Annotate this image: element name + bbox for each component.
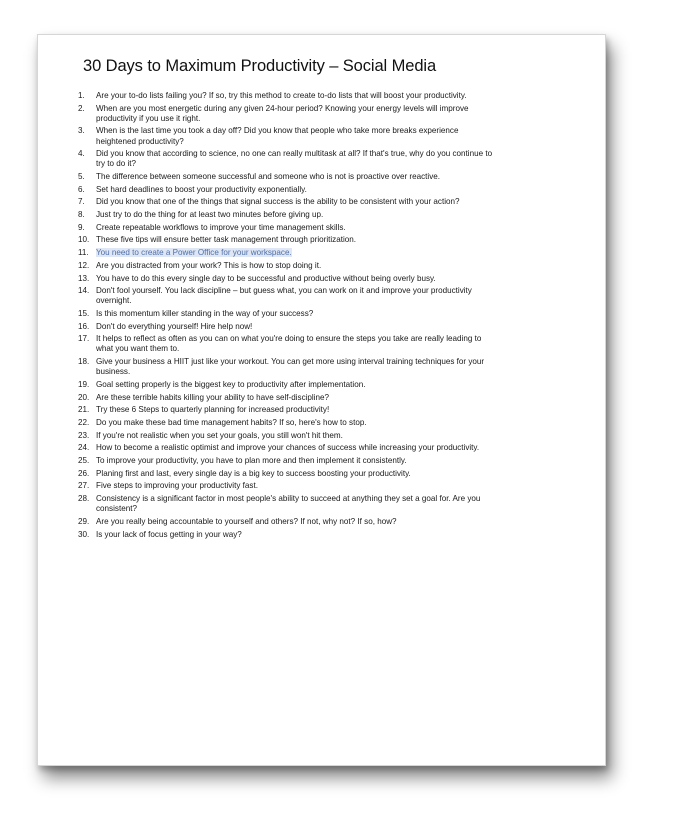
list-item-text-content: Create repeatable workflows to improve your time management skills.	[96, 222, 346, 232]
list-item-number: 29.	[78, 516, 90, 526]
list-item	[78, 235, 498, 245]
list-item-number: 2.	[78, 103, 85, 113]
list-item-number: 6.	[78, 184, 85, 194]
list-item	[78, 418, 498, 428]
list-item-text[interactable]	[96, 185, 498, 195]
list-item	[78, 223, 498, 233]
list-item-number: 19.	[78, 379, 90, 389]
list-item-text-content: Don't do everything yourself! Hire help now!	[96, 321, 253, 331]
list-item-text-content: Set hard deadlines to boost your productivity exponentially.	[96, 184, 307, 194]
list-item-number: 8.	[78, 210, 85, 220]
list-item-text-content: Are your to-do lists failing you? If so, try this method to create to-do lists that will boost your productivity.	[96, 91, 467, 100]
list-item	[78, 104, 498, 124]
list-item-text-content: Are you really being accountable to yourself and others? If not, why not? If so, how?	[96, 516, 397, 526]
list-item	[78, 309, 498, 319]
list-item-text[interactable]	[96, 274, 498, 284]
list-item-text-content: To improve your productivity, you have to plan more and then implement it consistently.	[96, 456, 407, 466]
list-item-number: 9.	[78, 222, 85, 232]
list-item-number: 5.	[78, 172, 85, 182]
list-item	[78, 126, 498, 146]
list-item-text-content: Goal setting properly is the biggest key to productivity after implementation.	[96, 379, 366, 389]
list-item-text-content: Five steps to improving your productivity fast.	[96, 481, 258, 491]
list-item-number: 22.	[78, 418, 90, 427]
list-item-number: 18.	[78, 357, 90, 367]
list-item-text-content: It helps to reflect as often as you can on what you're doing to ensure the steps you take are really leading to what you want them to.	[96, 334, 482, 354]
list-item-text-content: Are these terrible habits killing your ability to have self-discipline?	[96, 392, 330, 402]
list-item	[78, 322, 498, 332]
list-item-number: 7.	[78, 197, 85, 207]
list-item	[78, 469, 498, 479]
list-item-text[interactable]	[96, 380, 498, 390]
list-item-text[interactable]	[96, 248, 498, 258]
list-item-text-content: Planing first and last, every single day is a big key to success boosting your productivity.	[96, 468, 411, 478]
list-item-text[interactable]	[96, 357, 498, 377]
list-item-number: 4.	[78, 149, 85, 159]
list-item-text-content: Are you distracted from your work? This is how to stop doing it.	[96, 260, 322, 270]
list-item-selected	[78, 248, 498, 258]
list-item-number: 13.	[78, 273, 90, 283]
list-item-text[interactable]	[96, 334, 498, 354]
list-item-number: 14.	[78, 286, 90, 296]
list-item-text[interactable]	[96, 469, 498, 479]
list-item-text-content: The difference between someone successful and someone who is not is proactive over reactive.	[96, 172, 441, 182]
list-item-number: 11.	[78, 248, 89, 258]
list-item	[78, 334, 498, 354]
list-item	[78, 197, 498, 207]
list-item	[78, 380, 498, 390]
list-item-text-content: These five tips will ensure better task management through prioritization.	[96, 235, 357, 245]
list-item-text-content: Just try to do the thing for at least two minutes before giving up.	[96, 210, 324, 220]
list-item	[78, 91, 498, 101]
list-item-text[interactable]	[96, 126, 498, 146]
list-item-text-content: You need to create a Power Office for your workspace.	[96, 248, 292, 258]
list-item-text-content: Did you know that according to science, no one can really multitask at all? If that's true, why do you continue to try to do it?	[96, 149, 493, 169]
list-item	[78, 274, 498, 284]
list-item	[78, 431, 498, 441]
list-item	[78, 530, 498, 540]
list-item-text[interactable]	[96, 517, 498, 527]
list-item-text[interactable]	[96, 223, 498, 233]
list-item	[78, 185, 498, 195]
list-item-text-content: Try these 6 Steps to quarterly planning for increased productivity!	[96, 405, 330, 415]
list-item-number: 17.	[78, 334, 90, 344]
list-item-text[interactable]	[96, 235, 498, 245]
list-item-text[interactable]	[96, 210, 498, 220]
list-item-number: 23.	[78, 430, 90, 440]
list-item-text[interactable]	[96, 104, 498, 124]
list-item	[78, 210, 498, 220]
list-item-number: 1.	[78, 91, 85, 100]
list-item-number: 28.	[78, 494, 90, 504]
list-item	[78, 261, 498, 271]
list-item-text-content: Consistency is a significant factor in most people's ability to succeed at anything they set a goal for. Are you consistent?	[96, 494, 481, 514]
list-item-text[interactable]	[96, 393, 498, 403]
list-item-text[interactable]	[96, 530, 498, 540]
list-item-text[interactable]	[96, 418, 498, 428]
list-item-number: 20.	[78, 392, 90, 402]
list-item-text[interactable]	[96, 197, 498, 207]
list-item-text[interactable]	[96, 443, 498, 453]
list-item-number: 26.	[78, 468, 90, 478]
list-item-text-content: Don't fool yourself. You lack discipline – but guess what, you can work on it and improve your productivity overnight.	[96, 286, 472, 306]
list-item-text[interactable]	[96, 261, 498, 271]
list-item	[78, 286, 498, 306]
list-item-text-content: When are you most energetic during any given 24-hour period? Knowing your energy levels will improve productivity if you use it right.	[96, 103, 469, 123]
list-item-text[interactable]	[96, 494, 498, 514]
list-item	[78, 494, 498, 514]
list-item-text[interactable]	[96, 309, 498, 319]
document-title: 30 Days to Maximum Productivity – Social Media	[83, 57, 437, 75]
list-item	[78, 172, 498, 182]
list-item-number: 24.	[78, 443, 90, 453]
list-item-text-content: Is your lack of focus getting in your way?	[96, 529, 242, 539]
list-item-text[interactable]	[96, 456, 498, 466]
list-item-text-content: Give your business a HIIT just like your workout. You can get more using interval training techniques for your business.	[96, 357, 485, 377]
list-item	[78, 405, 498, 415]
list-item-text[interactable]	[96, 172, 498, 182]
list-item-text-content: You have to do this every single day to be successful and productive without being overly busy.	[96, 273, 436, 283]
list-item	[78, 443, 498, 453]
list-item-number: 30.	[78, 529, 90, 539]
list-item-number: 21.	[78, 405, 90, 415]
list-item-number: 12.	[78, 260, 90, 270]
list-item-number: 27.	[78, 481, 90, 491]
list-item-text-content: If you're not realistic when you set your goals, you still won't hit them.	[96, 430, 343, 440]
list-item-text[interactable]	[96, 149, 498, 169]
list-item	[78, 481, 498, 491]
list-item-text[interactable]	[96, 481, 498, 491]
list-item-text[interactable]	[96, 431, 498, 441]
list-item	[78, 517, 498, 527]
list-item-number: 25.	[78, 456, 90, 466]
list-item-text[interactable]	[96, 405, 498, 415]
list-item-text-content: Is this momentum killer standing in the way of your success?	[96, 309, 314, 318]
list-item-text-content: When is the last time you took a day off? Did you know that people who take more breaks experience heightened productivity?	[96, 126, 459, 146]
list-item-text[interactable]	[96, 322, 498, 332]
idea-list	[78, 91, 498, 542]
list-item	[78, 456, 498, 466]
list-item-text[interactable]	[96, 91, 498, 101]
list-item-number: 15.	[78, 309, 90, 318]
list-item	[78, 357, 498, 377]
list-item-number: 3.	[78, 126, 85, 136]
list-item-number: 16.	[78, 321, 90, 331]
list-item	[78, 393, 498, 403]
list-item-text-content: Do you make these bad time management habits? If so, here's how to stop.	[96, 418, 367, 427]
list-item	[78, 149, 498, 169]
list-item-text-content: Did you know that one of the things that signal success is the ability to be consistent with your action?	[96, 197, 460, 207]
list-item-number: 10.	[78, 235, 90, 245]
list-item-text-content: How to become a realistic optimist and improve your chances of success while increasing your productivity.	[96, 443, 480, 453]
list-item-text[interactable]	[96, 286, 498, 306]
